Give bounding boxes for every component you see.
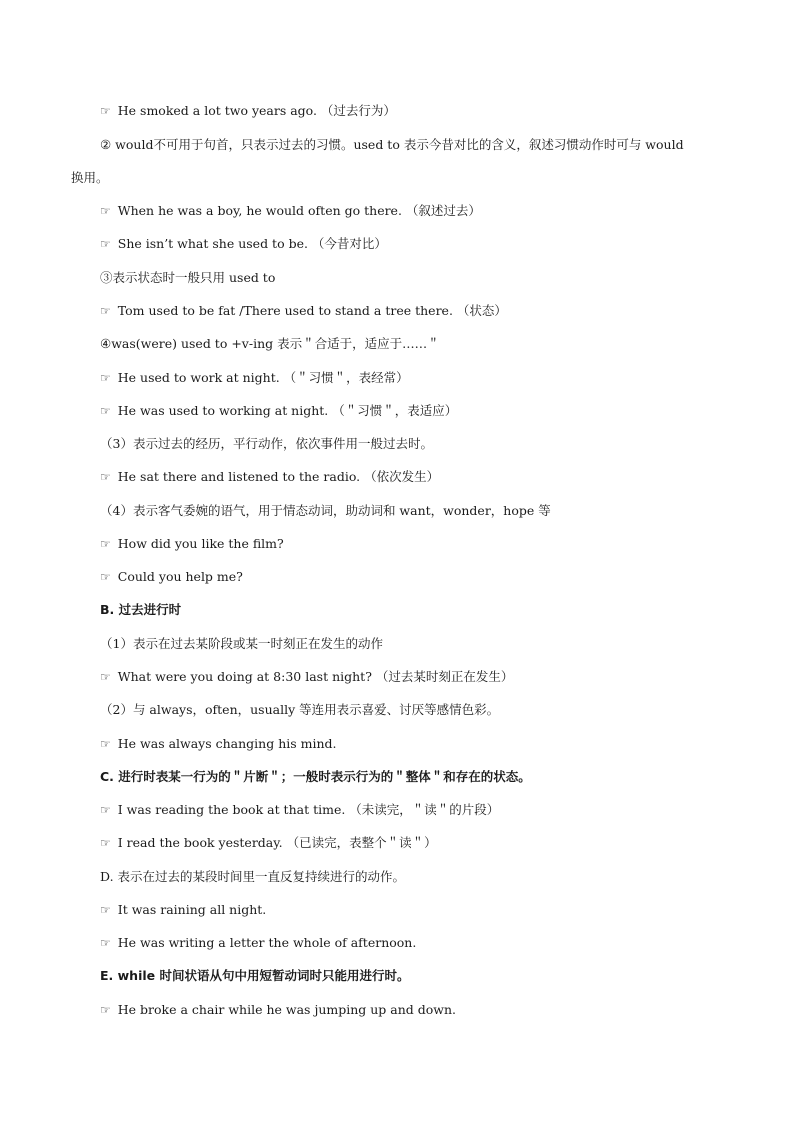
example-line: ☞ I was reading the book at that time. （未读完，＂读＂的片段） xyxy=(100,802,500,817)
example-line: ☞ He smoked a lot two years ago. （过去行为） xyxy=(100,103,396,118)
example-line: ☞ What were you doing at 8:30 last night? （过去某时刻正在发生） xyxy=(100,669,514,684)
pointing-hand-icon: ☞ xyxy=(100,304,111,318)
rule-text-continuation: 换用。 xyxy=(71,170,109,185)
example-line: ☞ How did you like the film? xyxy=(100,536,284,551)
pointing-hand-icon: ☞ xyxy=(100,803,111,817)
pointing-hand-icon: ☞ xyxy=(100,570,111,584)
example-line: ☞ Tom used to be fat /There used to stand a tree there. （状态） xyxy=(100,303,507,318)
section-heading: E. while 时间状语从句中用短暂动词时只能用进行时。 xyxy=(100,968,410,983)
pointing-hand-icon: ☞ xyxy=(100,836,111,850)
rule-text: ③表示状态时一般只用 used to xyxy=(100,270,276,285)
example-line: ☞ Could you help me? xyxy=(100,569,243,584)
section-heading: C. 进行时表某一行为的＂片断＂；一般时表示行为的＂整体＂和存在的状态。 xyxy=(100,769,531,784)
pointing-hand-icon: ☞ xyxy=(100,371,111,385)
example-line: ☞ She isn’t what she used to be. （今昔对比） xyxy=(100,236,387,251)
pointing-hand-icon: ☞ xyxy=(100,104,111,118)
pointing-hand-icon: ☞ xyxy=(100,204,111,218)
example-line: ☞ It was raining all night. xyxy=(100,902,267,917)
section-heading-plain: D. 表示在过去的某段时间里一直反复持续进行的动作。 xyxy=(100,869,406,884)
rule-text: （3）表示过去的经历，平行动作，依次事件用一般过去时。 xyxy=(100,436,433,451)
rule-text: ② would不可用于句首，只表示过去的习惯。used to 表示今昔对比的含义，叙述习惯动作时可与 would xyxy=(100,137,684,152)
pointing-hand-icon: ☞ xyxy=(100,470,111,484)
rule-text: （4）表示客气委婉的语气，用于情态动词，助动词和 want，wonder，hope 等 xyxy=(100,503,551,518)
rule-text: ④was(were) used to +v-ing 表示＂合适于，适应于……＂ xyxy=(100,336,440,351)
example-line: ☞ He was writing a letter the whole of afternoon. xyxy=(100,935,417,950)
example-line: ☞ He sat there and listened to the radio. （依次发生） xyxy=(100,469,440,484)
example-line: ☞ He was used to working at night. （＂习惯＂，表适应） xyxy=(100,403,458,418)
pointing-hand-icon: ☞ xyxy=(100,537,111,551)
rule-text: （1）表示在过去某阶段或某一时刻正在发生的动作 xyxy=(100,636,383,651)
pointing-hand-icon: ☞ xyxy=(100,903,111,917)
example-line: ☞ He was always changing his mind. xyxy=(100,736,337,751)
example-line: ☞ When he was a boy, he would often go there. （叙述过去） xyxy=(100,203,481,218)
example-line: ☞ He used to work at night. （＂习惯＂，表经常） xyxy=(100,370,409,385)
pointing-hand-icon: ☞ xyxy=(100,237,111,251)
pointing-hand-icon: ☞ xyxy=(100,404,111,418)
section-heading: B. 过去进行时 xyxy=(100,602,182,617)
example-line: ☞ He broke a chair while he was jumping up and down. xyxy=(100,1002,456,1017)
pointing-hand-icon: ☞ xyxy=(100,936,111,950)
rule-text: （2）与 always，often，usually 等连用表示喜爱、讨厌等感情色彩。 xyxy=(100,702,500,717)
pointing-hand-icon: ☞ xyxy=(100,1003,111,1017)
pointing-hand-icon: ☞ xyxy=(100,670,111,684)
pointing-hand-icon: ☞ xyxy=(100,737,111,751)
example-line: ☞ I read the book yesterday. （已读完，表整个＂读＂） xyxy=(100,835,437,850)
